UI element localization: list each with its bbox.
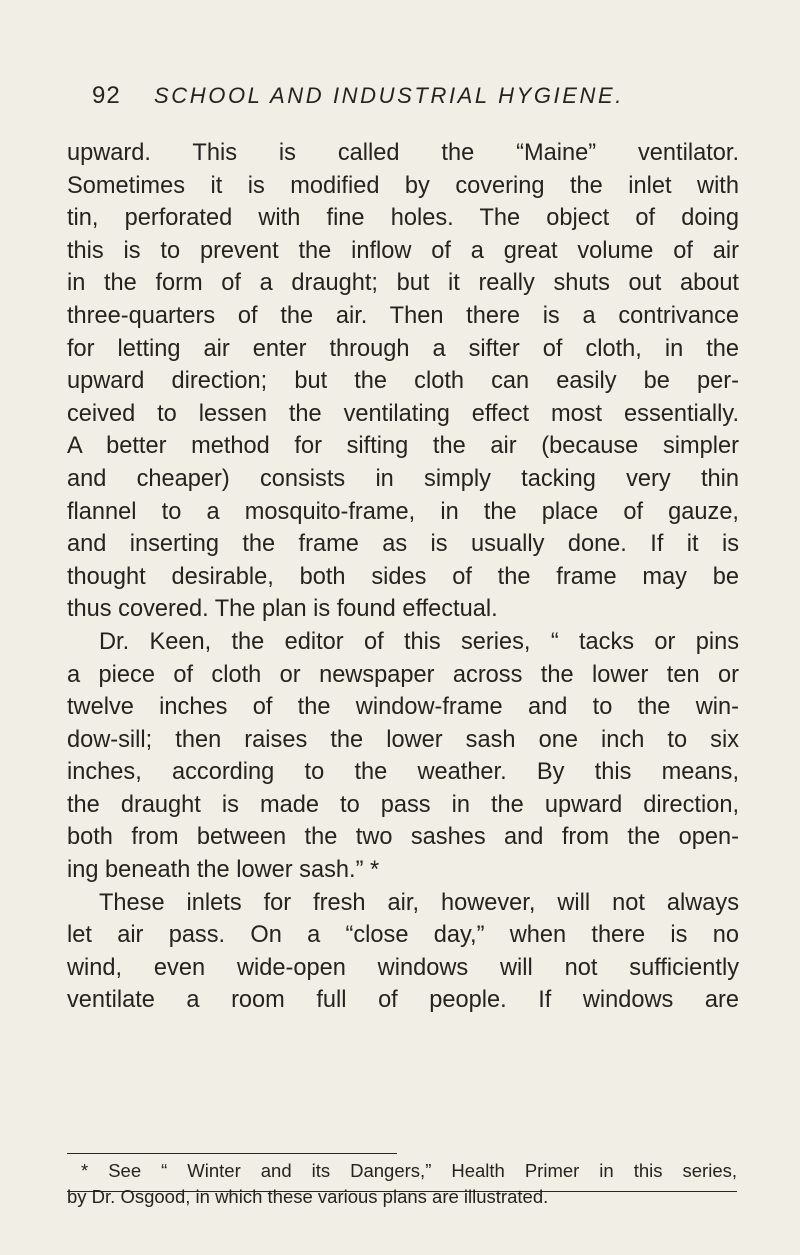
text-line: thus covered. The plan is found effectual. xyxy=(67,596,498,623)
text-line: A better method for sifting the air (because simpler xyxy=(67,433,739,460)
text-line: ing beneath the lower sash.” * xyxy=(67,857,380,884)
text-line: ceived to lessen the ventilating effect most essentially. xyxy=(67,400,739,427)
running-head xyxy=(92,78,732,114)
footnote-line: * See “ Winter and its Dangers,” Health Primer in this series, xyxy=(81,1160,737,1181)
text-line: in the form of a draught; but it really shuts out about xyxy=(67,270,739,297)
text-line: upward. This is called the “Maine” ventilator. xyxy=(67,140,739,166)
text-line: ventilate a room full of people. If windows are xyxy=(67,987,739,1014)
text-line: a piece of cloth or newspaper across the lower ten or xyxy=(67,661,739,688)
text-line: tin, perforated with fine holes. The object of doing xyxy=(67,205,739,232)
body-text xyxy=(67,137,739,1017)
text-line: Dr. Keen, the editor of this series, “ tacks or pins xyxy=(99,628,739,655)
page-number: 92 xyxy=(92,82,121,109)
text-line: three-quarters of the air. Then there is a contrivance xyxy=(67,302,739,329)
header-title: SCHOOL AND INDUSTRIAL HYGIENE. xyxy=(154,83,625,108)
text-line: inches, according to the weather. By this means, xyxy=(67,759,739,786)
footnote-line: by Dr. Osgood, in which these various plans are illustrated. xyxy=(67,1186,549,1207)
text-line: wind, even wide-open windows will not sufficiently xyxy=(67,954,739,981)
text-line: for letting air enter through a sifter of cloth, in the xyxy=(67,335,739,362)
text-line: the draught is made to pass in the upward direction, xyxy=(67,791,739,818)
text-line: and cheaper) consists in simply tacking very thin xyxy=(67,465,739,492)
text-line: and inserting the frame as is usually done. If it is xyxy=(67,531,739,558)
footnote xyxy=(67,1158,737,1210)
text-line: upward direction; but the cloth can easily be per- xyxy=(67,368,739,395)
footnote-rule-short xyxy=(67,1153,397,1154)
text-line: Sometimes it is modified by covering the inlet with xyxy=(67,172,739,199)
text-line: both from between the two sashes and from the open- xyxy=(67,824,739,851)
text-line: thought desirable, both sides of the frame may be xyxy=(67,563,739,590)
text-line: this is to prevent the inflow of a great volume of air xyxy=(67,237,739,264)
text-line: let air pass. On a “close day,” when there is no xyxy=(67,922,739,949)
text-line: twelve inches of the window-frame and to the win- xyxy=(67,694,739,721)
text-line: dow-sill; then raises the lower sash one inch to six xyxy=(67,726,739,753)
text-line: These inlets for fresh air, however, will not always xyxy=(99,889,739,916)
text-line: flannel to a mosquito-frame, in the place of gauze, xyxy=(67,498,739,525)
